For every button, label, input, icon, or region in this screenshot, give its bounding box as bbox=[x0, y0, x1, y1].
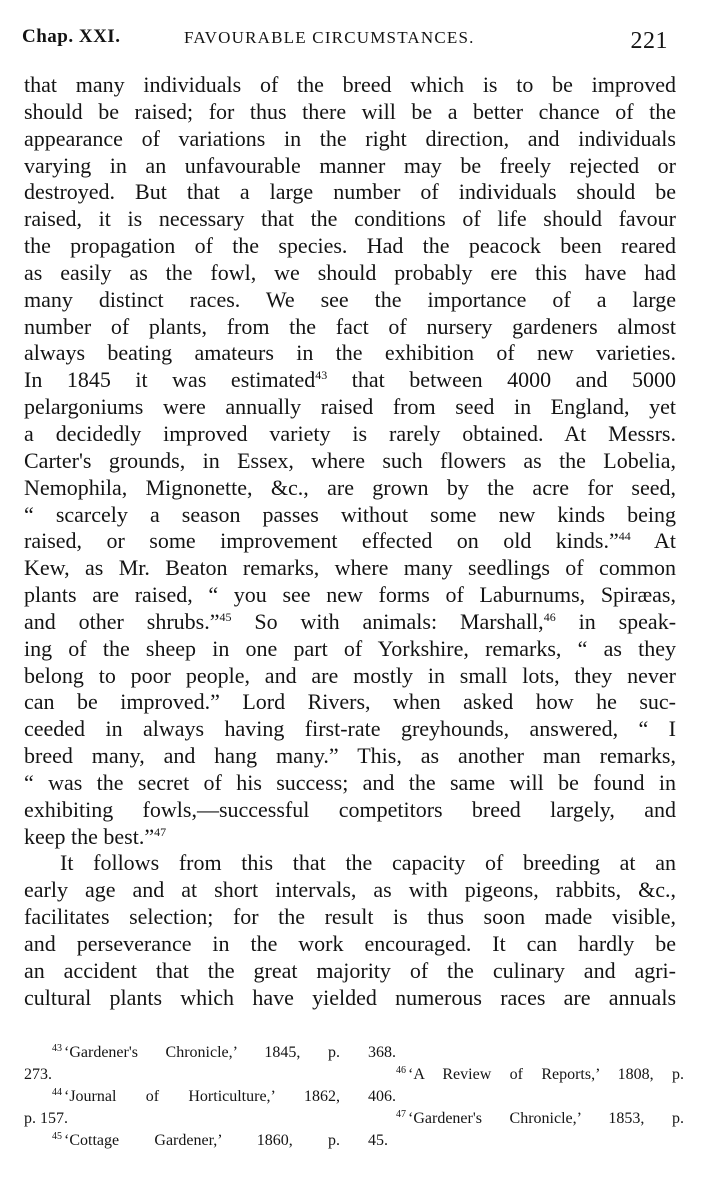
text-line: an accident that the great majority of the culinary and agri- bbox=[24, 957, 676, 983]
text-segment: keep the best.” bbox=[24, 823, 155, 849]
text-line: “ was the secret of his success; and the same will be found in bbox=[24, 769, 676, 795]
text-line bbox=[24, 528, 676, 555]
text-line: early age and at short intervals, as with pigeons, rabbits, &c., bbox=[24, 877, 676, 903]
footnote-ref[interactable]: 47 bbox=[154, 824, 167, 839]
footnote-ref[interactable]: 43 bbox=[315, 368, 328, 383]
chapter-label: Chap. XXI. bbox=[22, 26, 121, 47]
footnote-number: 45 bbox=[52, 1131, 62, 1142]
text-line bbox=[24, 824, 676, 851]
footnote-line bbox=[24, 1108, 340, 1130]
text-line: can be improved.” Lord Rivers, when asked how he suc- bbox=[24, 689, 676, 715]
text-line: a decidedly improved variety is rarely obtained. At Messrs. bbox=[24, 420, 676, 446]
footnote-number: 47 bbox=[396, 1109, 406, 1120]
text-line: raised, it is necessary that the conditions of life should favour bbox=[24, 206, 676, 232]
footnote-line bbox=[368, 1130, 684, 1152]
text-line bbox=[24, 367, 676, 394]
text-line: as easily as the fowl, we should probably ere this have had bbox=[24, 259, 676, 285]
text-line: It follows from this that the capacity of breeding at an bbox=[60, 850, 676, 876]
body-text bbox=[24, 72, 676, 1012]
text-line: appearance of variations in the right direction, and individuals bbox=[24, 125, 676, 151]
footnote-text: 406. bbox=[368, 1088, 396, 1105]
text-line: the propagation of the species. Had the peacock been reared bbox=[24, 233, 676, 259]
footnote-text: 368. bbox=[368, 1044, 396, 1061]
text-line: should be raised; for thus there will be a better chance of the bbox=[24, 98, 676, 124]
text-segment: raised, or some improvement effected on old kinds.” bbox=[24, 528, 619, 554]
footnote-text: 273. bbox=[24, 1066, 52, 1083]
footnote-number: 46 bbox=[396, 1065, 406, 1076]
running-title: FAVOURABLE CIRCUMSTANCES. bbox=[184, 28, 475, 47]
text-line bbox=[24, 609, 676, 636]
footnote-text: ‘Gardener's Chronicle,’ 1853, p. bbox=[408, 1110, 684, 1127]
footnote-ref[interactable]: 44 bbox=[618, 529, 631, 544]
footnotes-right-column bbox=[368, 1042, 684, 1152]
text-line: belong to poor people, and are mostly in small lots, they never bbox=[24, 662, 676, 688]
text-line: breed many, and hang many.” This, as another man remarks, bbox=[24, 743, 676, 769]
running-header bbox=[22, 22, 668, 56]
footnote-text: p. 157. bbox=[24, 1110, 68, 1127]
footnote-line bbox=[368, 1042, 684, 1064]
footnote-ref[interactable]: 46 bbox=[543, 609, 556, 624]
text-line: number of plants, from the fact of nursery gardeners almost bbox=[24, 313, 676, 339]
footnote-line bbox=[368, 1064, 684, 1086]
text-segment: in speak- bbox=[578, 608, 677, 634]
text-line: facilitates selection; for the result is thus soon made visible, bbox=[24, 904, 676, 930]
footnote-line bbox=[368, 1108, 684, 1130]
footnote-text: ‘Gardener's Chronicle,’ 1845, p. bbox=[64, 1044, 340, 1061]
text-segment: At bbox=[654, 528, 676, 554]
footnote-line bbox=[24, 1064, 340, 1086]
text-line: pelargoniums were annually raised from seed in England, yet bbox=[24, 394, 676, 420]
text-line: Carter's grounds, in Essex, where such flowers as the Lobelia, bbox=[24, 447, 676, 473]
page-number: 221 bbox=[630, 28, 668, 54]
text-line: varying in an unfavourable manner may be freely rejected or bbox=[24, 152, 676, 178]
text-line: “ scarcely a season passes without some new kinds being bbox=[24, 501, 676, 527]
text-segment: So with animals: Marshall, bbox=[254, 608, 544, 634]
footnote-text: 45. bbox=[368, 1132, 388, 1149]
text-segment: that between 4000 and 5000 bbox=[351, 367, 676, 393]
footnote-ref[interactable]: 45 bbox=[219, 609, 232, 624]
footnote-line bbox=[368, 1086, 684, 1108]
text-segment: and other shrubs.” bbox=[24, 608, 220, 634]
text-line: Kew, as Mr. Beaton remarks, where many seedlings of common bbox=[24, 555, 676, 581]
footnote-line bbox=[24, 1086, 340, 1108]
footnote-number: 44 bbox=[52, 1087, 62, 1098]
text-line: many distinct races. We see the importance of a large bbox=[24, 286, 676, 312]
text-line: and perseverance in the work encouraged. It can hardly be bbox=[24, 931, 676, 956]
text-line: always beating amateurs in the exhibition of new varieties. bbox=[24, 340, 676, 366]
text-line: destroyed. But that a large number of individuals should be bbox=[24, 179, 676, 205]
text-line: Nemophila, Mignonette, &c., are grown by the acre for seed, bbox=[24, 474, 676, 500]
footnote-line bbox=[24, 1130, 340, 1152]
footnote-text: ‘Journal of Horticulture,’ 1862, bbox=[64, 1088, 340, 1105]
text-line: ceeded in always having first-rate greyhounds, answered, “ I bbox=[24, 716, 676, 742]
footnote-text: ‘Cottage Gardener,’ 1860, p. bbox=[64, 1132, 340, 1149]
footnotes-left-column bbox=[24, 1042, 340, 1152]
text-line: plants are raised, “ you see new forms of Laburnums, Spiræas, bbox=[24, 582, 676, 608]
text-line: cultural plants which have yielded numerous races are annuals bbox=[24, 984, 676, 1010]
footnote-text: ‘A Review of Reports,’ 1808, p. bbox=[408, 1066, 684, 1083]
text-segment: In 1845 it was estimated bbox=[24, 367, 316, 393]
footnote-number: 43 bbox=[52, 1043, 62, 1054]
text-line: ing of the sheep in one part of Yorkshire, remarks, “ as they bbox=[24, 635, 676, 661]
text-line: exhibiting fowls,—successful competitors breed largely, and bbox=[24, 796, 676, 822]
footnote-line bbox=[24, 1042, 340, 1064]
text-line: that many individuals of the breed which is to be improved bbox=[24, 72, 676, 97]
